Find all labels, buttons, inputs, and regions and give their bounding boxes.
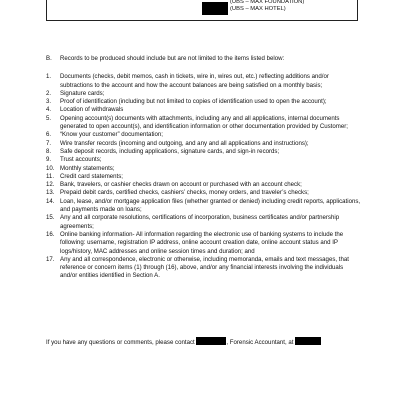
list-item <box>46 214 362 231</box>
header-line: (UBS – MAX HOTEL) <box>230 6 286 12</box>
item-number: 1. <box>46 73 52 81</box>
item-text: Trust accounts; <box>60 156 102 164</box>
item-number: 17. <box>46 255 55 263</box>
item-text: Any and all correspondence, electronic or otherwise, including memoranda, emails and text messages, that reference or concern items (1) through (16), above, and/or any financial interests involving the individuals and/or entities identified in Section A. <box>60 255 349 280</box>
list-item <box>46 115 362 132</box>
list-item <box>46 156 362 164</box>
section-letter: B. <box>46 55 52 62</box>
item-number: 12. <box>46 181 55 189</box>
item-number: 9. <box>46 156 52 164</box>
item-number: 13. <box>46 189 55 197</box>
item-number: 7. <box>46 139 52 147</box>
list-item <box>46 256 362 281</box>
records-list <box>46 73 362 280</box>
item-text: Credit card statements; <box>60 172 123 180</box>
list-item <box>46 181 362 189</box>
redaction-block <box>202 2 228 15</box>
item-text: “Know your customer” documentation; <box>60 131 163 139</box>
item-text: Online banking information- All information regarding the electronic use of banking systems to include the following: username, registration IP address, online account creation date, online account status and IP logs/history, MAC addresses and online session times and duration; and <box>60 230 344 255</box>
section-intro: Records to be produced should include but are not limited to the items listed below: <box>60 55 285 62</box>
item-text: Location of withdrawals <box>60 106 124 114</box>
item-text: Monthly statements; <box>60 164 115 172</box>
item-number: 5. <box>46 114 52 122</box>
item-number: 16. <box>46 230 55 238</box>
item-number: 10. <box>46 164 55 172</box>
item-text: Proof of identification (including but not limited to copies of identification used to open the account); <box>60 98 327 106</box>
list-item <box>46 131 362 139</box>
item-number: 2. <box>46 89 52 97</box>
item-number: 3. <box>46 98 52 106</box>
header-box-lines <box>230 0 304 13</box>
header-line: (UBS – MAX FOUNDATION) <box>230 0 305 5</box>
redaction-block <box>196 337 226 345</box>
item-text: Bank, travelers, or cashier checks drawn on account or purchased with an account check; <box>60 181 302 189</box>
list-item <box>46 189 362 197</box>
header-box <box>46 0 358 21</box>
item-number: 4. <box>46 106 52 114</box>
list-item <box>46 140 362 148</box>
item-text: Safe deposit records, including applications, signature cards, and sign-in records; <box>60 147 280 155</box>
redaction-block <box>295 337 321 345</box>
list-item <box>46 106 362 114</box>
item-number: 15. <box>46 214 55 222</box>
item-text: Prepaid debit cards, certified checks, cashiers’ checks, money orders, and traveler’s checks; <box>60 189 309 197</box>
item-number: 14. <box>46 197 55 205</box>
records-section <box>46 55 362 281</box>
list-item <box>46 73 362 90</box>
item-text: Documents (checks, debit memos, cash in tickets, wire in, wires out, etc.) reflecting additions and/or subtractions to the account and how the account balances are being satisfied on a monthly basis; <box>60 73 329 89</box>
item-text: Any and all corporate resolutions, certifications of incorporation, business certificates and/or partnership agreements; <box>60 214 340 230</box>
footer-text: , Forensic Accountant, at <box>226 339 294 346</box>
list-item <box>46 198 362 215</box>
item-text: Loan, lease, and/or mortgage application files (whether granted or denied) including credit reports, applications, and payments made on loans; <box>60 197 361 214</box>
list-item <box>46 98 362 106</box>
footer-text: If you have any questions or comments, please contact <box>46 339 195 346</box>
contact-footer <box>46 337 366 347</box>
item-text: Opening account(s) documents with attachments, including any and all applications, internal documents generated to open account(s), and identification information or other documentation provided by Customer; <box>60 114 348 131</box>
section-heading <box>46 55 362 63</box>
list-item <box>46 165 362 173</box>
list-item <box>46 231 362 256</box>
item-number: 11. <box>46 172 55 180</box>
item-text: Signature cards; <box>60 89 105 97</box>
list-item <box>46 148 362 156</box>
item-text: Wire transfer records (incoming and outgoing, and any and all applications and instructions); <box>60 139 309 147</box>
list-item <box>46 90 362 98</box>
item-number: 6. <box>46 131 52 139</box>
list-item <box>46 173 362 181</box>
item-number: 8. <box>46 147 52 155</box>
